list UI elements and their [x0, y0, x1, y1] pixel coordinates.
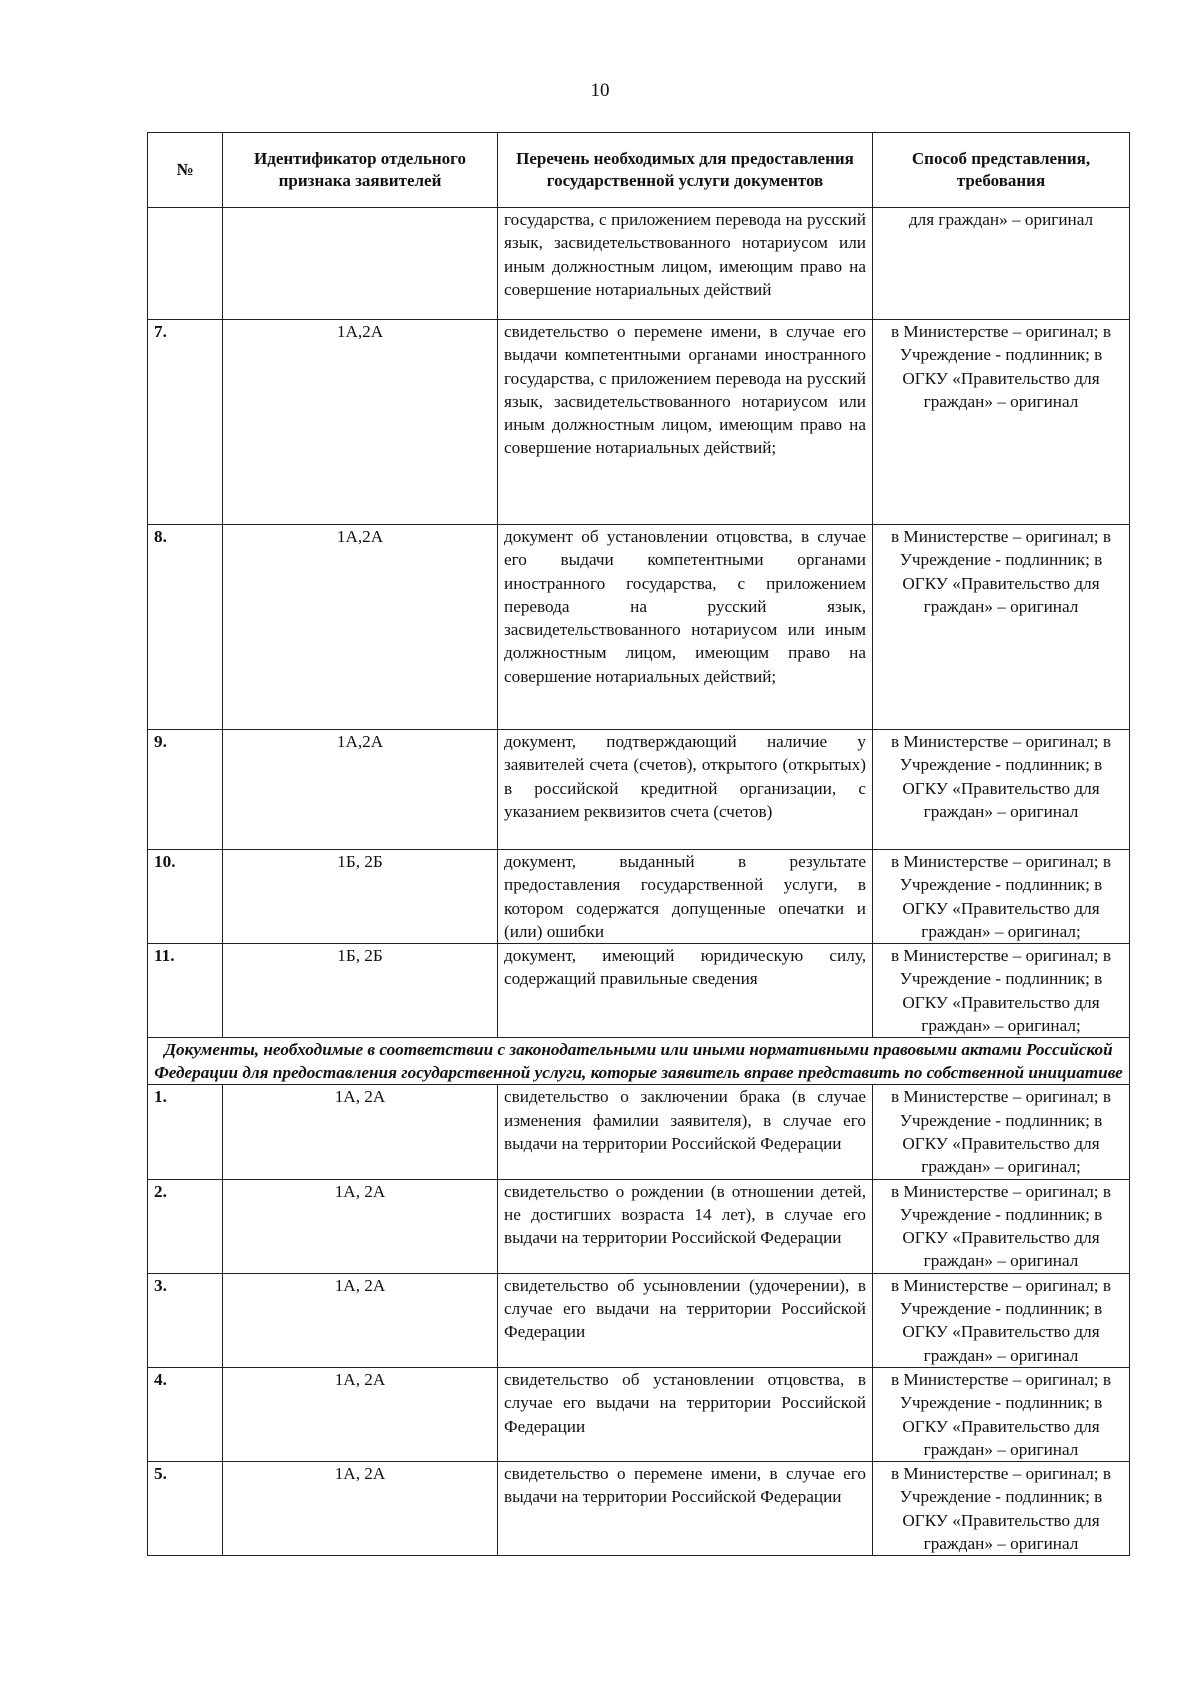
method-cell: в Министерстве – оригинал; в Учреждение - подлинник; в ОГКУ «Правительство для граждан» – оригинал	[873, 1367, 1130, 1461]
documents-cell: документ об установлении отцовства, в случае его выдачи компетентными органами иностранного государства, с приложением перевода на русский язык, засвидетельствованного нотариусом или иным должностным лицом, имеющим право на совершение нотариальных действий;	[498, 525, 873, 730]
table-row	[148, 208, 1130, 320]
row-number-cell: 9.	[148, 730, 223, 850]
row-number-cell: 1.	[148, 1085, 223, 1179]
header-num: №	[148, 133, 223, 208]
method-cell: для граждан» – оригинал	[873, 208, 1130, 320]
header-method: Способ представления, требования	[873, 133, 1130, 208]
method-cell: в Министерстве – оригинал; в Учреждение - подлинник; в ОГКУ «Правительство для граждан» – оригинал;	[873, 1085, 1130, 1179]
row-number-cell: 7.	[148, 320, 223, 525]
identifier-cell: 1А, 2А	[223, 1367, 498, 1461]
table-row	[148, 1462, 1130, 1556]
row-number-cell: 3.	[148, 1273, 223, 1367]
row-number-cell: 5.	[148, 1462, 223, 1556]
table-row	[148, 525, 1130, 730]
table-row	[148, 1273, 1130, 1367]
section-heading-row	[148, 1038, 1130, 1085]
identifier-cell: 1А, 2А	[223, 1085, 498, 1179]
row-number-cell: 2.	[148, 1179, 223, 1273]
identifier-cell: 1А,2А	[223, 525, 498, 730]
table-body-part2	[148, 1085, 1130, 1556]
row-number-cell	[148, 208, 223, 320]
documents-cell: документ, имеющий юридическую силу, содержащий правильные сведения	[498, 944, 873, 1038]
page-number: 10	[590, 80, 610, 101]
table-row	[148, 1179, 1130, 1273]
method-cell: в Министерстве – оригинал; в Учреждение - подлинник; в ОГКУ «Правительство для граждан» – оригинал	[873, 1179, 1130, 1273]
identifier-cell: 1А,2А	[223, 730, 498, 850]
documents-cell: свидетельство о рождении (в отношении детей, не достигших возраста 14 лет), в случае его выдачи на территории Российской Федерации	[498, 1179, 873, 1273]
table-row	[148, 730, 1130, 850]
row-number-cell: 4.	[148, 1367, 223, 1461]
section-heading-body	[148, 1038, 1130, 1085]
documents-cell: свидетельство о перемене имени, в случае его выдачи на территории Российской Федерации	[498, 1462, 873, 1556]
documents-cell: свидетельство об усыновлении (удочерении), в случае его выдачи на территории Российской Федерации	[498, 1273, 873, 1367]
table-row	[148, 1367, 1130, 1461]
documents-cell: свидетельство о заключении брака (в случае изменения фамилии заявителя), в случае его выдачи на территории Российской Федерации	[498, 1085, 873, 1179]
row-number-cell: 10.	[148, 850, 223, 944]
row-number-cell: 8.	[148, 525, 223, 730]
row-number-cell: 11.	[148, 944, 223, 1038]
table-header-row	[148, 133, 1130, 208]
table-body-part1	[148, 208, 1130, 1038]
documents-table	[147, 132, 1130, 1556]
method-cell: в Министерстве – оригинал; в Учреждение - подлинник; в ОГКУ «Правительство для граждан» – оригинал;	[873, 850, 1130, 944]
identifier-cell: 1А, 2А	[223, 1179, 498, 1273]
identifier-cell: 1Б, 2Б	[223, 850, 498, 944]
table-row	[148, 944, 1130, 1038]
documents-cell: документ, подтверждающий наличие у заявителей счета (счетов), открытого (открытых) в российской кредитной организации, с указанием реквизитов счета (счетов)	[498, 730, 873, 850]
identifier-cell: 1А, 2А	[223, 1462, 498, 1556]
documents-cell: государства, с приложением перевода на русский язык, засвидетельствованного нотариусом или иным должностным лицом, имеющим право на совершение нотариальных действий	[498, 208, 873, 320]
method-cell: в Министерстве – оригинал; в Учреждение - подлинник; в ОГКУ «Правительство для граждан» – оригинал	[873, 1273, 1130, 1367]
table-row	[148, 850, 1130, 944]
table-row	[148, 1085, 1130, 1179]
method-cell: в Министерстве – оригинал; в Учреждение - подлинник; в ОГКУ «Правительство для граждан» – оригинал	[873, 730, 1130, 850]
header-identifier: Идентификатор отдельного признака заявителей	[223, 133, 498, 208]
identifier-cell: 1А, 2А	[223, 1273, 498, 1367]
method-cell: в Министерстве – оригинал; в Учреждение - подлинник; в ОГКУ «Правительство для граждан» – оригинал;	[873, 944, 1130, 1038]
identifier-cell: 1А,2А	[223, 320, 498, 525]
header-documents: Перечень необходимых для предоставления государственной услуги документов	[498, 133, 873, 208]
table-row	[148, 320, 1130, 525]
documents-cell: свидетельство об установлении отцовства, в случае его выдачи на территории Российской Федерации	[498, 1367, 873, 1461]
method-cell: в Министерстве – оригинал; в Учреждение - подлинник; в ОГКУ «Правительство для граждан» – оригинал	[873, 1462, 1130, 1556]
method-cell: в Министерстве – оригинал; в Учреждение - подлинник; в ОГКУ «Правительство для граждан» – оригинал	[873, 320, 1130, 525]
documents-cell: документ, выданный в результате предоставления государственной услуги, в котором содержатся допущенные опечатки и (или) ошибки	[498, 850, 873, 944]
documents-cell: свидетельство о перемене имени, в случае его выдачи компетентными органами иностранного государства, с приложением перевода на русский язык, засвидетельствованного нотариусом или иным должностным лицом, имеющим право на совершение нотариальных действий;	[498, 320, 873, 525]
identifier-cell	[223, 208, 498, 320]
section-title: Документы, необходимые в соответствии с законодательными или иными нормативными правовыми актами Российской Федерации для предоставления государственной услуги, которые заявитель вправе представить по собственной инициативе	[148, 1038, 1130, 1085]
method-cell: в Министерстве – оригинал; в Учреждение - подлинник; в ОГКУ «Правительство для граждан» – оригинал	[873, 525, 1130, 730]
identifier-cell: 1Б, 2Б	[223, 944, 498, 1038]
